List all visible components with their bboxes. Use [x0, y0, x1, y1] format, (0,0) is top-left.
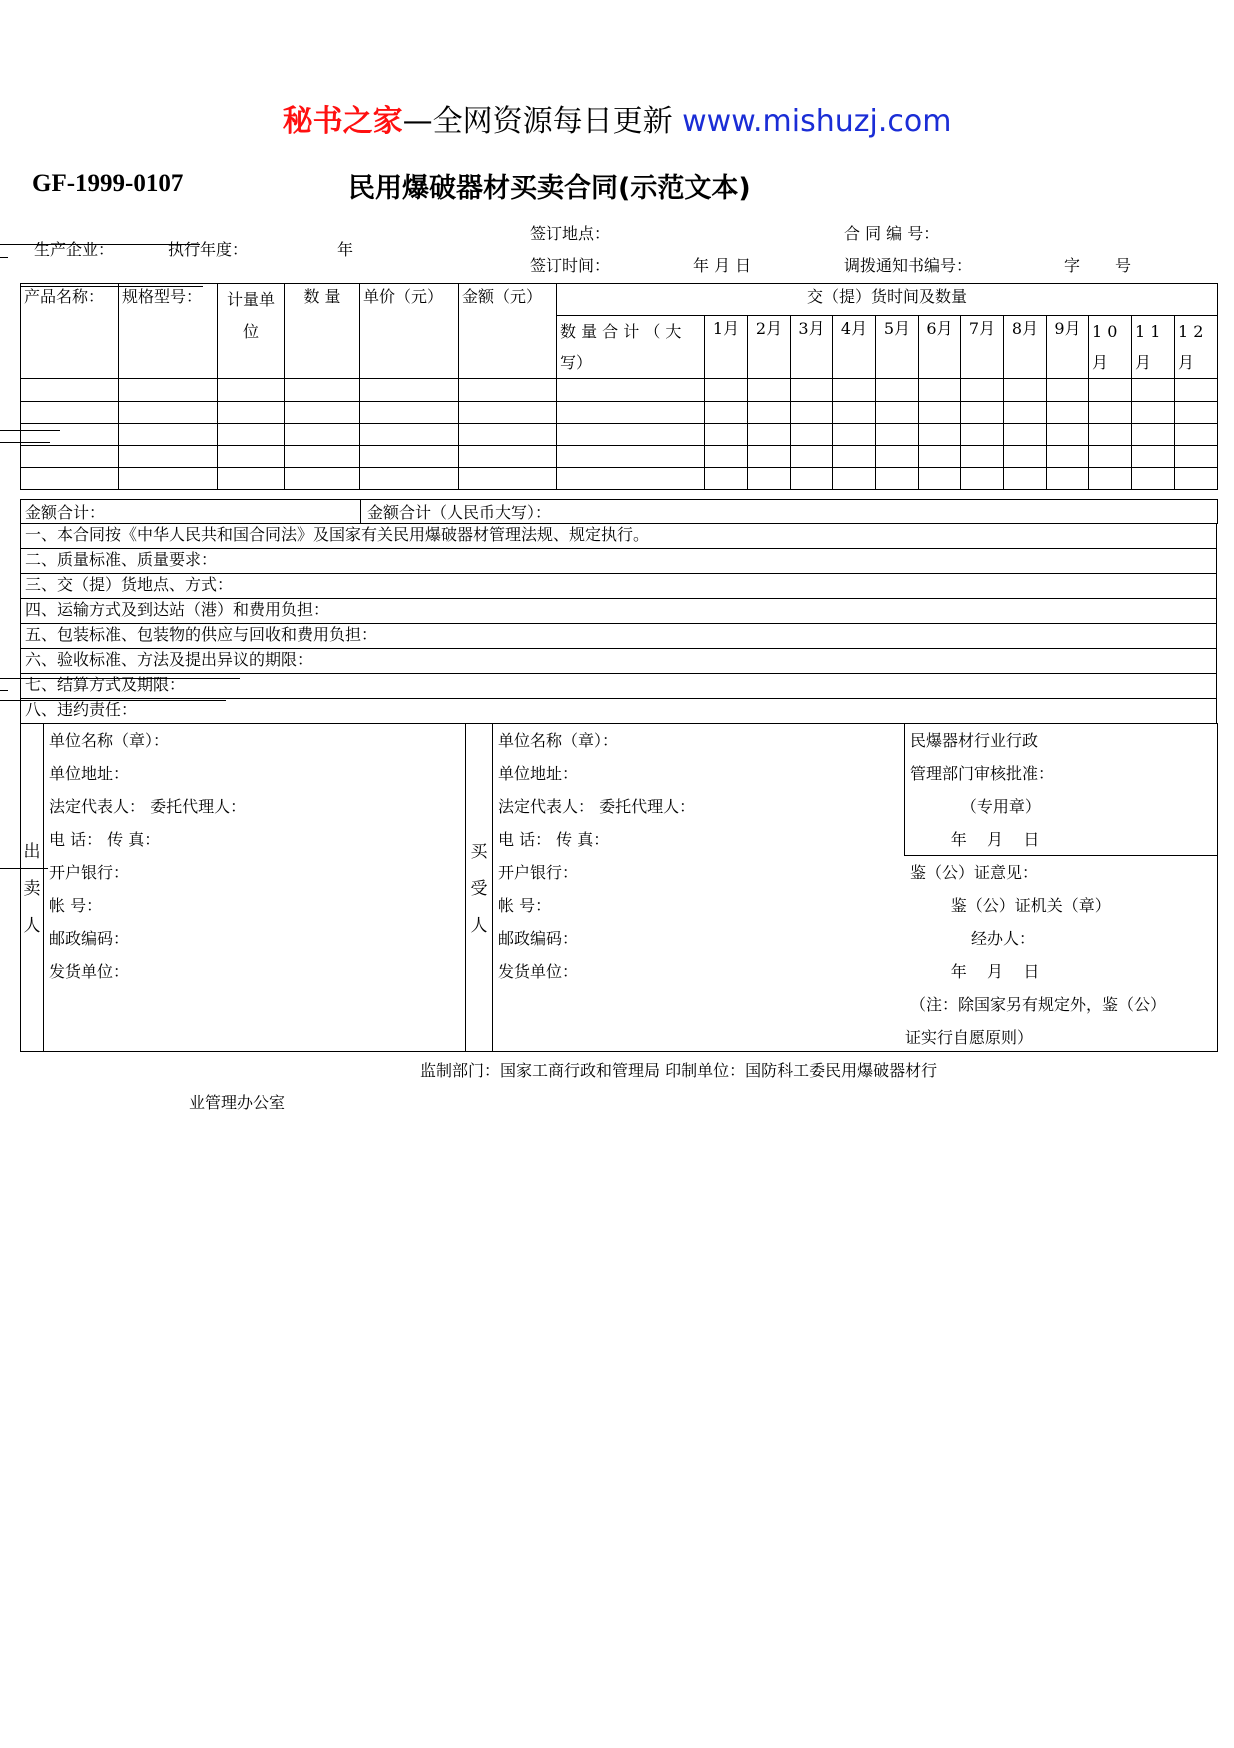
- table-cell: [459, 446, 557, 468]
- col-month-12: 1 2月: [1175, 316, 1218, 379]
- seller-rep-field: 法定代表人： 委托代理人：: [49, 797, 247, 816]
- producer-label: 生产企业：: [34, 240, 115, 259]
- seller-postcode-field: 邮政编码：: [49, 929, 130, 948]
- table-cell: [285, 424, 360, 446]
- table-cell: [876, 468, 919, 490]
- approval-info: [910, 724, 1054, 856]
- table-cell: [21, 402, 119, 424]
- sign-date-chars: 年 月 日: [693, 256, 752, 275]
- table-cell: [285, 468, 360, 490]
- allot-no-label: 调拨通知书编号：: [844, 256, 973, 275]
- table-cell: [285, 379, 360, 402]
- col-month-9: 9月: [1047, 316, 1089, 379]
- amount-total-cn-cell: [360, 499, 1218, 524]
- product-table: [20, 283, 1218, 490]
- col-month-1: 1月: [705, 316, 748, 379]
- table-cell: [919, 446, 961, 468]
- amount-total-cn-label: 金额合计（人民币大写）：: [367, 503, 552, 522]
- table-cell: [1004, 446, 1047, 468]
- table-cell: [1047, 446, 1089, 468]
- notary-line: 鉴（公）证意见：: [910, 863, 1039, 882]
- banner-brand: 秘书之家: [282, 104, 403, 139]
- col-spec: 规格型号：: [119, 284, 218, 379]
- table-cell: [360, 379, 459, 402]
- table-cell: [876, 402, 919, 424]
- clause-row: 四、运输方式及到达站（港）和费用负担：: [20, 599, 1217, 624]
- approval-date-line: 年 月 日: [910, 830, 1040, 849]
- sign-time-label: 签订时间：: [530, 256, 611, 275]
- seller-label-cell: [20, 723, 44, 1052]
- document-title: 民用爆破器材买卖合同(示范文本): [348, 173, 751, 204]
- stray-rule: [0, 257, 8, 258]
- seller-phone-field: 电 话： 传 真：: [49, 830, 161, 849]
- sign-place-label: 签订地点：: [530, 224, 611, 243]
- col-month-3: 3月: [791, 316, 833, 379]
- table-cell: [459, 468, 557, 490]
- site-banner: [0, 102, 1234, 142]
- buyer-bank-field: 开户银行：: [498, 863, 579, 882]
- buyer-phone-field: 电 话： 传 真：: [498, 830, 610, 849]
- table-cell: [557, 468, 705, 490]
- seller-account-field: 帐 号：: [49, 896, 103, 915]
- allot-zi: 字: [1064, 256, 1081, 275]
- clause-row: 六、验收标准、方法及提出异议的期限：: [20, 649, 1217, 674]
- table-row: [21, 468, 1218, 490]
- table-row: [21, 402, 1218, 424]
- allot-hao: 号: [1115, 256, 1132, 275]
- seller-bank-field: 开户银行：: [49, 863, 130, 882]
- table-cell: [833, 468, 876, 490]
- col-month-8: 8月: [1004, 316, 1047, 379]
- notary-date-line: 年 月 日: [910, 962, 1040, 981]
- banner-slogan: —全网资源每日更新: [402, 104, 683, 139]
- col-month-11: 1 1月: [1132, 316, 1175, 379]
- table-cell: [119, 424, 218, 446]
- table-cell: [1089, 379, 1132, 402]
- table-cell: [459, 379, 557, 402]
- table-cell: [1089, 468, 1132, 490]
- clause-row: 二、质量标准、质量要求：: [20, 549, 1217, 574]
- buyer-label: 买 受 人: [470, 842, 488, 936]
- table-cell: [218, 446, 285, 468]
- table-cell: [748, 379, 791, 402]
- table-cell: [285, 446, 360, 468]
- buyer-postcode-field: 邮政编码：: [498, 929, 579, 948]
- table-cell: [459, 402, 557, 424]
- approval-line: 民爆器材行业行政: [910, 731, 1039, 750]
- table-cell: [705, 402, 748, 424]
- table-cell: [748, 424, 791, 446]
- table-cell: [557, 402, 705, 424]
- col-total-cn: 数 量 合 计 （ 大写）: [557, 316, 705, 379]
- buyer-account-field: 帐 号：: [498, 896, 552, 915]
- table-cell: [360, 424, 459, 446]
- notary-note-line: 证实行自愿原则）: [905, 1028, 1034, 1047]
- clause-row: 一、本合同按《中华人民共和国合同法》及国家有关民用爆破器材管理法规、规定执行。: [20, 524, 1217, 549]
- table-cell: [961, 402, 1004, 424]
- table-cell: [1132, 402, 1175, 424]
- table-cell: [1132, 379, 1175, 402]
- table-cell: [360, 446, 459, 468]
- table-cell: [1132, 424, 1175, 446]
- table-cell: [21, 379, 119, 402]
- table-cell: [791, 424, 833, 446]
- table-cell: [833, 402, 876, 424]
- table-cell: [119, 468, 218, 490]
- col-price: 单价（元）: [360, 284, 459, 379]
- table-cell: [919, 468, 961, 490]
- col-month-2: 2月: [748, 316, 791, 379]
- footer-line-2: 业管理办公室: [189, 1093, 286, 1112]
- table-cell: [1089, 424, 1132, 446]
- table-cell: [360, 468, 459, 490]
- table-cell: [961, 424, 1004, 446]
- table-cell: [791, 446, 833, 468]
- delivery-group-header: 交（提）货时间及数量: [557, 284, 1218, 316]
- table-cell: [1004, 424, 1047, 446]
- table-cell: [557, 424, 705, 446]
- buyer-label-cell: [465, 723, 493, 1052]
- contract-no-label: 合 同 编 号：: [844, 224, 940, 243]
- footer-line-1: 监制部门：国家工商行政和管理局 印制单位：国防科工委民用爆破器材行: [420, 1061, 938, 1080]
- buyer-address-field: 单位地址：: [498, 764, 579, 783]
- col-unit: 计量单位: [218, 284, 285, 379]
- banner-url[interactable]: www.mishuzj.com: [682, 104, 952, 139]
- table-row: [21, 446, 1218, 468]
- table-cell: [833, 379, 876, 402]
- table-cell: [748, 446, 791, 468]
- table-cell: [961, 379, 1004, 402]
- table-cell: [1175, 446, 1218, 468]
- table-cell: [1089, 446, 1132, 468]
- table-cell: [459, 424, 557, 446]
- table-row: [21, 424, 1218, 446]
- document-code: GF-1999-0107: [32, 170, 184, 197]
- table-cell: [557, 379, 705, 402]
- table-cell: [1089, 402, 1132, 424]
- table-cell: [876, 424, 919, 446]
- buyer-shipper-field: 发货单位：: [498, 962, 579, 981]
- approval-line: 管理部门审核批准：: [910, 764, 1055, 783]
- notary-info: [905, 856, 1167, 1054]
- table-cell: [748, 402, 791, 424]
- table-cell: [218, 424, 285, 446]
- table-cell: [791, 379, 833, 402]
- table-cell: [21, 424, 119, 446]
- table-cell: [1175, 468, 1218, 490]
- col-qty: 数 量: [285, 284, 360, 379]
- buyer-info: [498, 724, 695, 988]
- table-cell: [833, 424, 876, 446]
- table-cell: [705, 379, 748, 402]
- col-month-4: 4月: [833, 316, 876, 379]
- table-cell: [748, 468, 791, 490]
- table-cell: [119, 379, 218, 402]
- buyer-name-field: 单位名称（章）：: [498, 731, 619, 750]
- clause-row: 三、交（提）货地点、方式：: [20, 574, 1217, 599]
- table-cell: [1175, 424, 1218, 446]
- table-cell: [833, 446, 876, 468]
- table-cell: [876, 379, 919, 402]
- table-cell: [1047, 424, 1089, 446]
- table-cell: [876, 446, 919, 468]
- table-cell: [21, 468, 119, 490]
- table-cell: [1047, 402, 1089, 424]
- exec-year-unit: 年: [337, 240, 354, 259]
- clause-row: 八、违约责任：: [20, 699, 1217, 724]
- table-cell: [1132, 468, 1175, 490]
- exec-year-label: 执行年度：: [168, 240, 249, 259]
- table-cell: [705, 446, 748, 468]
- table-cell: [1175, 402, 1218, 424]
- table-cell: [705, 424, 748, 446]
- notary-line: 鉴（公）证机关（章）: [910, 896, 1111, 915]
- approval-seal-line: （专用章）: [910, 797, 1041, 816]
- table-cell: [961, 468, 1004, 490]
- table-cell: [218, 468, 285, 490]
- table-cell: [791, 468, 833, 490]
- table-cell: [1047, 379, 1089, 402]
- table-row: [21, 379, 1218, 402]
- stray-rule: [0, 244, 200, 245]
- clause-row: 五、包装标准、包装物的供应与回收和费用负担：: [20, 624, 1217, 649]
- table-cell: [919, 379, 961, 402]
- table-cell: [919, 424, 961, 446]
- notary-line: 经办人：: [910, 929, 1036, 948]
- table-cell: [119, 402, 218, 424]
- clause-row: 七、结算方式及期限：: [20, 674, 1217, 699]
- table-cell: [1047, 468, 1089, 490]
- col-month-10: 1 0月: [1089, 316, 1132, 379]
- seller-address-field: 单位地址：: [49, 764, 130, 783]
- buyer-rep-field: 法定代表人： 委托代理人：: [498, 797, 696, 816]
- table-cell: [218, 379, 285, 402]
- col-amount: 金额（元）: [459, 284, 557, 379]
- table-cell: [1004, 468, 1047, 490]
- table-cell: [1004, 402, 1047, 424]
- table-body: [21, 379, 1218, 490]
- col-month-5: 5月: [876, 316, 919, 379]
- amount-total-cell: [20, 499, 361, 524]
- seller-name-field: 单位名称（章）：: [49, 731, 170, 750]
- table-cell: [1132, 446, 1175, 468]
- table-cell: [705, 468, 748, 490]
- table-cell: [285, 402, 360, 424]
- col-product: 产品名称：: [21, 284, 119, 379]
- table-cell: [557, 446, 705, 468]
- seller-info: [49, 724, 246, 988]
- table-cell: [791, 402, 833, 424]
- table-cell: [919, 402, 961, 424]
- stray-rule: [0, 690, 8, 691]
- table-cell: [961, 446, 1004, 468]
- seller-label: 出 卖 人: [23, 842, 41, 936]
- col-month-7: 7月: [961, 316, 1004, 379]
- notary-note-line: （注：除国家另有规定外，鉴（公）: [910, 995, 1167, 1014]
- col-month-6: 6月: [919, 316, 961, 379]
- table-cell: [119, 446, 218, 468]
- seller-shipper-field: 发货单位：: [49, 962, 130, 981]
- table-cell: [1175, 379, 1218, 402]
- table-cell: [21, 446, 119, 468]
- table-cell: [360, 402, 459, 424]
- amount-total-label: 金额合计：: [25, 503, 106, 522]
- table-cell: [218, 402, 285, 424]
- table-cell: [1004, 379, 1047, 402]
